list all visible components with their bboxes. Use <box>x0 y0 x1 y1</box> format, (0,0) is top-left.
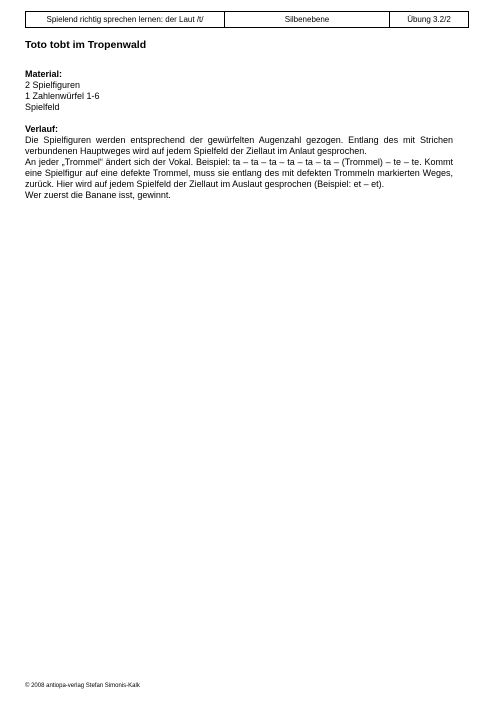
page-title: Toto tobt im Tropenwald <box>25 39 147 51</box>
material-item: 2 Spielfiguren <box>25 80 81 90</box>
verlauf-heading: Verlauf: <box>25 124 59 134</box>
verlauf-paragraph: An jeder „Trommel“ ändert sich der Vokal. Beispiel: ta – ta – ta – ta – ta – ta – (Trommel) – te – te. Kommt eine Spielfigur auf eine defekte Trommel, muss sie entlang des mit defekten Trommeln markierten Weges, zurück. Hier wird auf jedem Spielfeld der Ziellaut im Auslaut gesprochen (Beispiel: et – et). <box>25 157 453 189</box>
header-exercise-number: Übung 3.2/2 <box>390 12 469 28</box>
material-heading: Material: <box>25 69 63 79</box>
copyright-footer: © 2008 antiopa-verlag Stefan Simonis-Kalk <box>25 683 140 689</box>
verlauf-paragraph: Die Spielfiguren werden entsprechend der gewürfelten Augenzahl gezogen. Entlang des mit Strichen verbundenen Hauptweges wird auf jedem Spielfeld der Ziellaut im Anlaut gesprochen. <box>25 135 453 156</box>
material-item: 1 Zahlenwürfel 1-6 <box>25 91 100 101</box>
header-table <box>25 11 469 28</box>
header-level: Silbenebene <box>225 12 390 28</box>
header-series-title: Spielend richtig sprechen lernen: der Laut /t/ <box>26 12 225 28</box>
verlauf-paragraph: Wer zuerst die Banane isst, gewinnt. <box>25 190 171 200</box>
document-body <box>25 39 453 201</box>
material-item: Spielfeld <box>25 102 60 112</box>
